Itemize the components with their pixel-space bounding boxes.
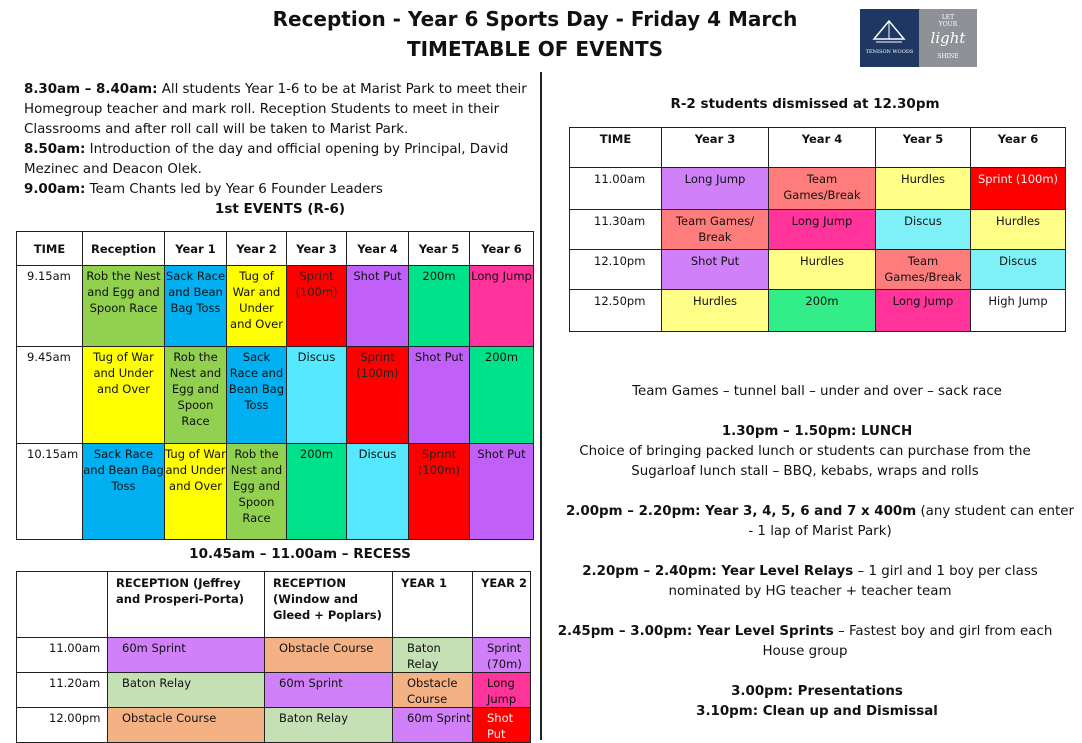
- relay-item: 2.00pm – 2.20pm: Year 3, 4, 5, 6 and 7 x 400m (any student can enter - 1 lap of Marist Park): [565, 504, 1075, 539]
- table-header-row: [570, 128, 1066, 168]
- column-header: Year 1: [165, 232, 227, 266]
- column-header: Year 3: [287, 232, 347, 266]
- event-cell: 60m Sprint: [108, 638, 265, 673]
- event-cell: Tug of War and Under and Over: [83, 347, 165, 444]
- intro-item: 8.30am – 8.40am: All students Year 1-6 to be at Marist Park to meet their Homegroup teacher and mark roll. Reception Students to meet in their Classrooms and after roll call will be taken to Marist Park.: [24, 82, 527, 137]
- event-cell: Team Games/Break: [769, 168, 876, 210]
- event-cell: Tug of War and Under and Over: [165, 444, 227, 540]
- table-row: [17, 444, 534, 540]
- event-cell: Team Games/Break: [876, 250, 971, 290]
- intro-text: [24, 80, 529, 200]
- event-cell: Sack Race and Bean Bag Toss: [165, 266, 227, 347]
- junior-events-table: [16, 571, 531, 743]
- event-cell: 60m Sprint: [265, 673, 393, 708]
- event-cell: 200m: [409, 266, 470, 347]
- time-cell: 11.30am: [570, 210, 662, 250]
- column-header: Year 3: [662, 128, 769, 168]
- event-cell: Discus: [287, 347, 347, 444]
- event-cell: Hurdles: [876, 168, 971, 210]
- event-cell: Baton Relay: [265, 708, 393, 743]
- event-cell: Shot Put: [347, 266, 409, 347]
- event-cell: Shot Put: [409, 347, 470, 444]
- event-cell: Shot Put: [662, 250, 769, 290]
- column-header: Year 2: [227, 232, 287, 266]
- table-row: [17, 638, 531, 673]
- event-cell: Tug of War and Under and Over: [227, 266, 287, 347]
- event-cell: Discus: [347, 444, 409, 540]
- first-events-heading: 1st EVENTS (R-6): [214, 201, 346, 217]
- event-cell: High Jump: [971, 290, 1066, 332]
- event-cell: Hurdles: [662, 290, 769, 332]
- event-cell: Discus: [971, 250, 1066, 290]
- column-header: Year 4: [769, 128, 876, 168]
- year-level-relays-item: 2.20pm – 2.40pm: Year Level Relays – 1 girl and 1 boy per class nominated by HG teacher + teacher team: [582, 564, 1038, 599]
- column-header: Reception: [83, 232, 165, 266]
- event-cell: Obstacle Course: [265, 638, 393, 673]
- event-cell: Discus: [876, 210, 971, 250]
- logo-motto-your: YOUR: [938, 21, 958, 28]
- column-header: [17, 572, 108, 638]
- table-row: [570, 290, 1066, 332]
- column-header: Year 6: [971, 128, 1066, 168]
- table-row: [570, 210, 1066, 250]
- intro-item: 8.50am: Introduction of the day and official opening by Principal, David Mezinec and Deacon Olek.: [24, 142, 509, 177]
- column-header: YEAR 1: [393, 572, 473, 638]
- table-header-row: [17, 572, 531, 638]
- time-cell: 12.50pm: [570, 290, 662, 332]
- event-cell: 60m Sprint: [393, 708, 473, 743]
- column-header: Year 4: [347, 232, 409, 266]
- event-cell: Long Jump: [470, 266, 534, 347]
- column-header: RECEPTION (Window and Gleed + Poplars): [265, 572, 393, 638]
- event-cell: Rob the Nest and Egg and Spoon Race: [227, 444, 287, 540]
- column-header: Year 5: [409, 232, 470, 266]
- table-row: [570, 250, 1066, 290]
- column-header: YEAR 2: [473, 572, 531, 638]
- lunch-text: Choice of bringing packed lunch or students can purchase from the Sugarloaf lunch stall – BBQ, kebabs, wraps and rolls: [579, 444, 1031, 479]
- event-cell: 200m: [769, 290, 876, 332]
- event-cell: Long Jump: [473, 673, 531, 708]
- logo-motto-let: LET: [941, 14, 955, 21]
- time-cell: 9.45am: [17, 347, 83, 444]
- event-cell: Long Jump: [662, 168, 769, 210]
- time-cell: 12.00pm: [17, 708, 108, 743]
- r2-dismissal-heading: R-2 students dismissed at 12.30pm: [670, 96, 940, 112]
- recess-heading: 10.45am – 11.00am – RECESS: [189, 546, 411, 562]
- event-cell: Sprint (100m): [287, 266, 347, 347]
- event-cell: 200m: [287, 444, 347, 540]
- column-header: TIME: [17, 232, 83, 266]
- logo-motto-shine: SHINE: [937, 53, 959, 60]
- time-cell: 11.20am: [17, 673, 108, 708]
- event-cell: Sprint (100m): [347, 347, 409, 444]
- church-roof-icon: [872, 19, 906, 45]
- event-cell: Baton Relay: [393, 638, 473, 673]
- presentations-item: 3.00pm: Presentations: [731, 684, 903, 699]
- logo-crest: [860, 9, 919, 67]
- page-subtitle: TIMETABLE OF EVENTS: [406, 37, 664, 61]
- event-cell: Sack Race and Bean Bag Toss: [227, 347, 287, 444]
- event-cell: Hurdles: [769, 250, 876, 290]
- intro-item: 9.00am: Team Chants led by Year 6 Founder Leaders: [24, 182, 383, 197]
- table-row: [17, 266, 534, 347]
- time-cell: 10.15am: [17, 444, 83, 540]
- logo-motto-light: light: [930, 29, 966, 47]
- event-cell: Sack Race and Bean Bag Toss: [83, 444, 165, 540]
- time-cell: 11.00am: [17, 638, 108, 673]
- event-cell: Sprint (70m): [473, 638, 531, 673]
- column-header: Year 5: [876, 128, 971, 168]
- table-row: [17, 708, 531, 743]
- dismissal-item: 3.10pm: Clean up and Dismissal: [696, 704, 938, 719]
- event-cell: 200m: [470, 347, 534, 444]
- school-logo: [860, 9, 977, 67]
- team-games-note: Team Games – tunnel ball – under and over – sack race: [632, 384, 1002, 399]
- event-cell: Team Games/ Break: [662, 210, 769, 250]
- event-cell: Sprint (100m): [409, 444, 470, 540]
- table-header-row: [17, 232, 534, 266]
- event-cell: Hurdles: [971, 210, 1066, 250]
- event-cell: Long Jump: [769, 210, 876, 250]
- event-cell: Shot Put: [470, 444, 534, 540]
- column-header: Year 6: [470, 232, 534, 266]
- event-cell: Obstacle Course: [393, 673, 473, 708]
- event-cell: Rob the Nest and Egg and Spoon Race: [165, 347, 227, 444]
- logo-motto: [919, 9, 977, 67]
- table-row: [17, 347, 534, 444]
- column-header: TIME: [570, 128, 662, 168]
- event-cell: Baton Relay: [108, 673, 265, 708]
- year-level-sprints-item: 2.45pm – 3.00pm: Year Level Sprints – Fastest boy and girl from each House group: [557, 624, 1053, 659]
- event-cell: Sprint (100m): [971, 168, 1066, 210]
- first-events-table: [16, 231, 534, 540]
- event-cell: Rob the Nest and Egg and Spoon Race: [83, 266, 165, 347]
- lunch-heading: 1.30pm – 1.50pm: LUNCH: [721, 424, 913, 439]
- time-cell: 12.10pm: [570, 250, 662, 290]
- logo-school-name: TENISON WOODS: [865, 49, 914, 55]
- event-cell: Obstacle Course: [108, 708, 265, 743]
- time-cell: 9.15am: [17, 266, 83, 347]
- event-cell: Shot Put: [473, 708, 531, 743]
- table-row: [17, 673, 531, 708]
- time-cell: 11.00am: [570, 168, 662, 210]
- column-divider: [540, 72, 542, 740]
- column-header: RECEPTION (Jeffrey and Prosperi-Porta): [108, 572, 265, 638]
- senior-events-table: [569, 127, 1066, 332]
- page-title: Reception - Year 6 Sports Day - Friday 4 March: [272, 7, 798, 31]
- table-row: [570, 168, 1066, 210]
- event-cell: Long Jump: [876, 290, 971, 332]
